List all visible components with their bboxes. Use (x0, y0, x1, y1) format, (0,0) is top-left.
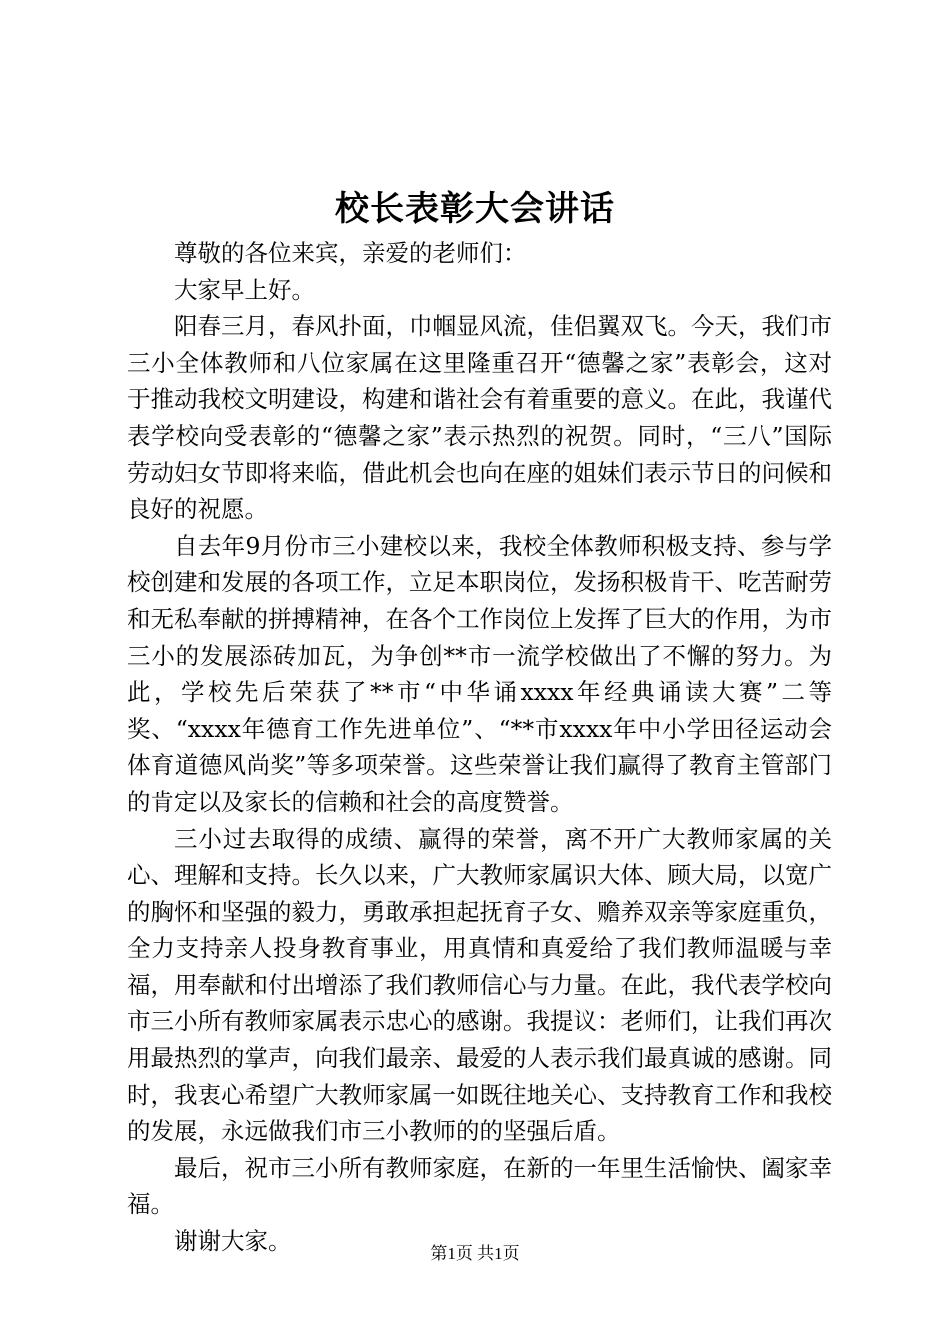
body-paragraph: 三小过去取得的成绩、赢得的荣誉，离不开广大教师家属的关心、理解和支持。长久以来，广大教师家属识大体、顾大局，以宽广的胸怀和坚强的毅力，勇敢承担起抚育子女、赡养双亲等家庭重负，全力支持亲人投身教育事业，用真情和真爱给了我们教师温暖与幸福，用奉献和付出增添了我们教师信心与力量。在此，我代表学校向市三小所有教师家属表示忠心的感谢。我提议：老师们，让我们再次用最热烈的掌声，向我们最亲、最爱的人表示我们最真诚的感谢。同时，我衷心希望广大教师家属一如既往地关心、支持教育工作和我校的发展，永远做我们市三小教师的的坚强后盾。 (127, 824, 832, 1146)
body-paragraph: 阳春三月，春风扑面，巾帼显风流，佳侣翼双飞。今天，我们市三小全体教师和八位家属在这里隆重召开“德馨之家”表彰会，这对于推动我校文明建设，构建和谐社会有着重要的意义。在此，我谨代表学校向受表彰的“德馨之家”表示热烈的祝贺。同时，“三八”国际劳动妇女节即将来临，借此机会也向在座的姐妹们表示节日的问候和良好的祝愿。 (127, 312, 832, 524)
greeting-paragraph: 尊敬的各位来宾，亲爱的老师们： (174, 239, 527, 267)
document-body (127, 235, 832, 1260)
salutation-paragraph: 大家早上好。 (174, 275, 315, 304)
closing-paragraph: 最后，祝市三小所有教师家庭，在新的一年里生活愉快、阖家幸福。 (127, 1153, 832, 1219)
thanks-paragraph: 谢谢大家。 (174, 1227, 292, 1256)
page-number-footer: 第1页 共1页 (430, 1244, 520, 1263)
body-paragraph: 自去年9月份市三小建校以来，我校全体教师积极支持、参与学校创建和发展的各项工作，立足本职岗位，发扬积极肯干、吃苦耐劳和无私奉献的拼搏精神，在各个工作岗位上发挥了巨大的作用，为市三小的发展添砖加瓦，为争创**市一流学校做出了不懈的努力。为此，学校先后荣获了**市“中华诵xxxx年经典诵读大赛”二等奖、“xxxx年德育工作先进单位”、“**市xxxx年中小学田径运动会体育道德风尚奖”等多项荣誉。这些荣誉让我们赢得了教育主管部门的肯定以及家长的信赖和社会的高度赞誉。 (127, 531, 832, 816)
document-title: 校长表彰大会讲话 (335, 189, 615, 229)
